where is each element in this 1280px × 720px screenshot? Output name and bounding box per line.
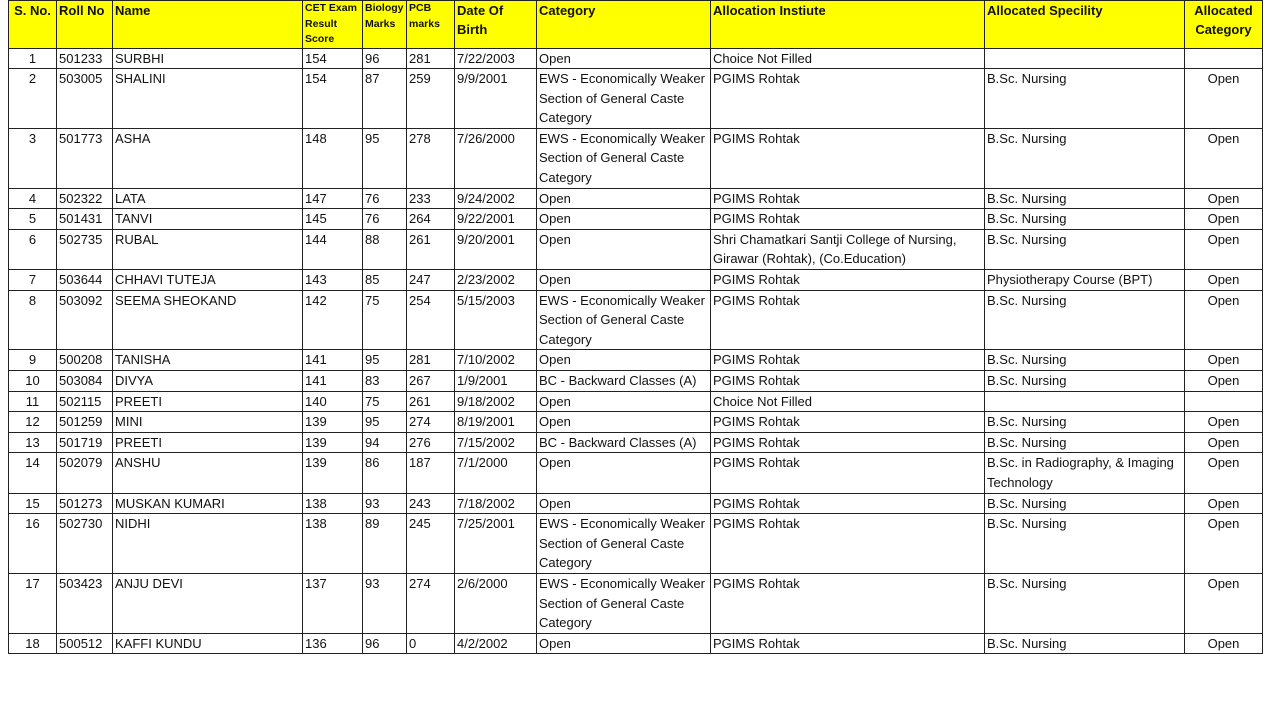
header-institute: Allocation Instiute xyxy=(711,1,985,49)
cell-category: Open xyxy=(537,412,711,433)
cell-bio: 87 xyxy=(363,69,407,129)
cell-pcb: 274 xyxy=(407,573,455,633)
cell-speciality: B.Sc. Nursing xyxy=(985,290,1185,350)
cell-category: Open xyxy=(537,633,711,654)
cell-bio: 96 xyxy=(363,633,407,654)
cell-institute: PGIMS Rohtak xyxy=(711,290,985,350)
cell-speciality: B.Sc. Nursing xyxy=(985,633,1185,654)
header-sno: S. No. xyxy=(9,1,57,49)
cell-pcb: 261 xyxy=(407,391,455,412)
cell-sno: 7 xyxy=(9,270,57,291)
cell-roll: 500208 xyxy=(57,350,113,371)
cell-sno: 9 xyxy=(9,350,57,371)
cell-dob: 7/26/2000 xyxy=(455,128,537,188)
cell-sno: 12 xyxy=(9,412,57,433)
cell-institute: PGIMS Rohtak xyxy=(711,493,985,514)
cell-cet: 142 xyxy=(303,290,363,350)
cell-pcb: 243 xyxy=(407,493,455,514)
cell-category: EWS - Economically Weaker Section of General Caste Category xyxy=(537,69,711,129)
cell-sno: 17 xyxy=(9,573,57,633)
cell-category: EWS - Economically Weaker Section of General Caste Category xyxy=(537,573,711,633)
cell-speciality: B.Sc. Nursing xyxy=(985,371,1185,392)
cell-sno: 10 xyxy=(9,371,57,392)
table-body xyxy=(9,48,1263,654)
cell-name: ANJU DEVI xyxy=(113,573,303,633)
cell-category: Open xyxy=(537,493,711,514)
table-row xyxy=(9,350,1263,371)
cell-speciality: B.Sc. Nursing xyxy=(985,229,1185,269)
cell-name: LATA xyxy=(113,188,303,209)
cell-dob: 2/23/2002 xyxy=(455,270,537,291)
cell-roll: 501273 xyxy=(57,493,113,514)
table-row xyxy=(9,573,1263,633)
cell-speciality: B.Sc. Nursing xyxy=(985,412,1185,433)
cell-speciality: B.Sc. in Radiography, & Imaging Technology xyxy=(985,453,1185,493)
cell-pcb: 278 xyxy=(407,128,455,188)
cell-alloc-cat: Open xyxy=(1185,128,1263,188)
table-row xyxy=(9,371,1263,392)
cell-name: ANSHU xyxy=(113,453,303,493)
cell-sno: 6 xyxy=(9,229,57,269)
cell-cet: 139 xyxy=(303,412,363,433)
cell-roll: 503084 xyxy=(57,371,113,392)
cell-name: PREETI xyxy=(113,432,303,453)
cell-institute: PGIMS Rohtak xyxy=(711,69,985,129)
cell-bio: 76 xyxy=(363,188,407,209)
header-row xyxy=(9,1,1263,49)
cell-dob: 7/1/2000 xyxy=(455,453,537,493)
cell-dob: 9/18/2002 xyxy=(455,391,537,412)
cell-name: SHALINI xyxy=(113,69,303,129)
cell-bio: 88 xyxy=(363,229,407,269)
cell-name: ASHA xyxy=(113,128,303,188)
cell-bio: 75 xyxy=(363,290,407,350)
cell-alloc-cat xyxy=(1185,48,1263,69)
cell-alloc-cat: Open xyxy=(1185,412,1263,433)
cell-cet: 141 xyxy=(303,350,363,371)
cell-sno: 11 xyxy=(9,391,57,412)
cell-pcb: 245 xyxy=(407,514,455,574)
header-speciality: Allocated Specility xyxy=(985,1,1185,49)
cell-roll: 503423 xyxy=(57,573,113,633)
cell-bio: 95 xyxy=(363,350,407,371)
cell-alloc-cat: Open xyxy=(1185,371,1263,392)
cell-name: SURBHI xyxy=(113,48,303,69)
cell-institute: PGIMS Rohtak xyxy=(711,350,985,371)
cell-sno: 4 xyxy=(9,188,57,209)
cell-category: BC - Backward Classes (A) xyxy=(537,432,711,453)
cell-name: SEEMA SHEOKAND xyxy=(113,290,303,350)
cell-pcb: 247 xyxy=(407,270,455,291)
cell-alloc-cat: Open xyxy=(1185,270,1263,291)
cell-sno: 5 xyxy=(9,209,57,230)
cell-institute: PGIMS Rohtak xyxy=(711,188,985,209)
cell-institute: PGIMS Rohtak xyxy=(711,432,985,453)
cell-cet: 138 xyxy=(303,514,363,574)
cell-cet: 147 xyxy=(303,188,363,209)
cell-speciality: B.Sc. Nursing xyxy=(985,69,1185,129)
cell-pcb: 0 xyxy=(407,633,455,654)
cell-cet: 154 xyxy=(303,69,363,129)
cell-pcb: 264 xyxy=(407,209,455,230)
cell-roll: 502322 xyxy=(57,188,113,209)
cell-pcb: 274 xyxy=(407,412,455,433)
header-bio: Biology Marks xyxy=(363,1,407,49)
cell-name: PREETI xyxy=(113,391,303,412)
cell-category: Open xyxy=(537,188,711,209)
table-row xyxy=(9,229,1263,269)
cell-alloc-cat: Open xyxy=(1185,209,1263,230)
table-row xyxy=(9,391,1263,412)
cell-cet: 139 xyxy=(303,453,363,493)
cell-pcb: 233 xyxy=(407,188,455,209)
cell-dob: 7/15/2002 xyxy=(455,432,537,453)
cell-bio: 94 xyxy=(363,432,407,453)
cell-cet: 141 xyxy=(303,371,363,392)
cell-speciality xyxy=(985,391,1185,412)
cell-bio: 93 xyxy=(363,493,407,514)
cell-dob: 9/9/2001 xyxy=(455,69,537,129)
cell-category: Open xyxy=(537,229,711,269)
table-row xyxy=(9,69,1263,129)
table-row xyxy=(9,270,1263,291)
cell-cet: 138 xyxy=(303,493,363,514)
cell-institute: PGIMS Rohtak xyxy=(711,270,985,291)
cell-category: Open xyxy=(537,270,711,291)
cell-sno: 13 xyxy=(9,432,57,453)
cell-name: KAFFI KUNDU xyxy=(113,633,303,654)
cell-institute: Choice Not Filled xyxy=(711,48,985,69)
cell-category: Open xyxy=(537,453,711,493)
cell-alloc-cat xyxy=(1185,391,1263,412)
cell-category: Open xyxy=(537,391,711,412)
allocation-table xyxy=(8,0,1263,654)
cell-name: TANVI xyxy=(113,209,303,230)
cell-institute: PGIMS Rohtak xyxy=(711,633,985,654)
cell-dob: 7/10/2002 xyxy=(455,350,537,371)
cell-cet: 154 xyxy=(303,48,363,69)
cell-bio: 95 xyxy=(363,412,407,433)
cell-pcb: 187 xyxy=(407,453,455,493)
cell-category: EWS - Economically Weaker Section of General Caste Category xyxy=(537,514,711,574)
cell-speciality xyxy=(985,48,1185,69)
cell-bio: 93 xyxy=(363,573,407,633)
cell-speciality: B.Sc. Nursing xyxy=(985,573,1185,633)
cell-name: DIVYA xyxy=(113,371,303,392)
cell-alloc-cat: Open xyxy=(1185,229,1263,269)
cell-institute: PGIMS Rohtak xyxy=(711,573,985,633)
cell-roll: 501259 xyxy=(57,412,113,433)
cell-name: MINI xyxy=(113,412,303,433)
cell-bio: 96 xyxy=(363,48,407,69)
cell-alloc-cat: Open xyxy=(1185,573,1263,633)
table-row xyxy=(9,453,1263,493)
cell-roll: 501719 xyxy=(57,432,113,453)
cell-alloc-cat: Open xyxy=(1185,633,1263,654)
cell-institute: PGIMS Rohtak xyxy=(711,371,985,392)
cell-dob: 9/20/2001 xyxy=(455,229,537,269)
cell-pcb: 276 xyxy=(407,432,455,453)
cell-roll: 501431 xyxy=(57,209,113,230)
table-row xyxy=(9,633,1263,654)
cell-roll: 503644 xyxy=(57,270,113,291)
cell-name: MUSKAN KUMARI xyxy=(113,493,303,514)
header-alloc-cat: Allocated Category xyxy=(1185,1,1263,49)
cell-sno: 1 xyxy=(9,48,57,69)
cell-bio: 75 xyxy=(363,391,407,412)
header-category: Category xyxy=(537,1,711,49)
cell-pcb: 281 xyxy=(407,48,455,69)
table-row xyxy=(9,514,1263,574)
cell-pcb: 281 xyxy=(407,350,455,371)
cell-speciality: B.Sc. Nursing xyxy=(985,514,1185,574)
cell-roll: 501773 xyxy=(57,128,113,188)
table-row xyxy=(9,48,1263,69)
cell-category: EWS - Economically Weaker Section of General Caste Category xyxy=(537,128,711,188)
cell-dob: 5/15/2003 xyxy=(455,290,537,350)
cell-sno: 16 xyxy=(9,514,57,574)
cell-alloc-cat: Open xyxy=(1185,290,1263,350)
cell-alloc-cat: Open xyxy=(1185,69,1263,129)
cell-bio: 76 xyxy=(363,209,407,230)
cell-dob: 9/22/2001 xyxy=(455,209,537,230)
cell-alloc-cat: Open xyxy=(1185,514,1263,574)
cell-dob: 2/6/2000 xyxy=(455,573,537,633)
cell-bio: 95 xyxy=(363,128,407,188)
cell-sno: 14 xyxy=(9,453,57,493)
cell-dob: 7/18/2002 xyxy=(455,493,537,514)
cell-bio: 86 xyxy=(363,453,407,493)
cell-name: NIDHI xyxy=(113,514,303,574)
cell-institute: PGIMS Rohtak xyxy=(711,514,985,574)
cell-speciality: B.Sc. Nursing xyxy=(985,350,1185,371)
cell-roll: 502735 xyxy=(57,229,113,269)
cell-sno: 2 xyxy=(9,69,57,129)
cell-institute: Shri Chamatkari Santji College of Nursing, Girawar (Rohtak), (Co.Education) xyxy=(711,229,985,269)
cell-institute: Choice Not Filled xyxy=(711,391,985,412)
cell-speciality: B.Sc. Nursing xyxy=(985,128,1185,188)
cell-bio: 83 xyxy=(363,371,407,392)
cell-category: Open xyxy=(537,350,711,371)
cell-roll: 502730 xyxy=(57,514,113,574)
cell-category: EWS - Economically Weaker Section of General Caste Category xyxy=(537,290,711,350)
cell-pcb: 254 xyxy=(407,290,455,350)
cell-dob: 7/22/2003 xyxy=(455,48,537,69)
cell-cet: 137 xyxy=(303,573,363,633)
cell-dob: 7/25/2001 xyxy=(455,514,537,574)
header-pcb: PCB marks xyxy=(407,1,455,49)
cell-roll: 502079 xyxy=(57,453,113,493)
cell-institute: PGIMS Rohtak xyxy=(711,209,985,230)
cell-sno: 8 xyxy=(9,290,57,350)
cell-dob: 9/24/2002 xyxy=(455,188,537,209)
cell-speciality: Physiotherapy Course (BPT) xyxy=(985,270,1185,291)
cell-sno: 18 xyxy=(9,633,57,654)
cell-institute: PGIMS Rohtak xyxy=(711,412,985,433)
cell-alloc-cat: Open xyxy=(1185,493,1263,514)
cell-roll: 503092 xyxy=(57,290,113,350)
header-dob: Date Of Birth xyxy=(455,1,537,49)
cell-cet: 144 xyxy=(303,229,363,269)
cell-name: RUBAL xyxy=(113,229,303,269)
cell-cet: 143 xyxy=(303,270,363,291)
cell-speciality: B.Sc. Nursing xyxy=(985,432,1185,453)
cell-alloc-cat: Open xyxy=(1185,188,1263,209)
cell-alloc-cat: Open xyxy=(1185,350,1263,371)
cell-category: Open xyxy=(537,48,711,69)
header-roll: Roll No xyxy=(57,1,113,49)
cell-bio: 85 xyxy=(363,270,407,291)
cell-dob: 4/2/2002 xyxy=(455,633,537,654)
table-row xyxy=(9,209,1263,230)
cell-pcb: 261 xyxy=(407,229,455,269)
cell-sno: 15 xyxy=(9,493,57,514)
cell-cet: 139 xyxy=(303,432,363,453)
cell-pcb: 267 xyxy=(407,371,455,392)
cell-roll: 500512 xyxy=(57,633,113,654)
cell-category: BC - Backward Classes (A) xyxy=(537,371,711,392)
cell-alloc-cat: Open xyxy=(1185,432,1263,453)
table-row xyxy=(9,412,1263,433)
header-cet: CET Exam Result Score xyxy=(303,1,363,49)
cell-institute: PGIMS Rohtak xyxy=(711,453,985,493)
table-row xyxy=(9,493,1263,514)
cell-cet: 145 xyxy=(303,209,363,230)
cell-name: TANISHA xyxy=(113,350,303,371)
cell-roll: 501233 xyxy=(57,48,113,69)
cell-sno: 3 xyxy=(9,128,57,188)
cell-alloc-cat: Open xyxy=(1185,453,1263,493)
cell-name: CHHAVI TUTEJA xyxy=(113,270,303,291)
cell-speciality: B.Sc. Nursing xyxy=(985,209,1185,230)
cell-pcb: 259 xyxy=(407,69,455,129)
cell-cet: 140 xyxy=(303,391,363,412)
header-name: Name xyxy=(113,1,303,49)
cell-category: Open xyxy=(537,209,711,230)
table-row xyxy=(9,128,1263,188)
cell-cet: 148 xyxy=(303,128,363,188)
cell-dob: 8/19/2001 xyxy=(455,412,537,433)
table-row xyxy=(9,188,1263,209)
cell-bio: 89 xyxy=(363,514,407,574)
table-row xyxy=(9,432,1263,453)
table-row xyxy=(9,290,1263,350)
cell-roll: 503005 xyxy=(57,69,113,129)
cell-dob: 1/9/2001 xyxy=(455,371,537,392)
cell-cet: 136 xyxy=(303,633,363,654)
cell-speciality: B.Sc. Nursing xyxy=(985,188,1185,209)
cell-roll: 502115 xyxy=(57,391,113,412)
cell-institute: PGIMS Rohtak xyxy=(711,128,985,188)
cell-speciality: B.Sc. Nursing xyxy=(985,493,1185,514)
